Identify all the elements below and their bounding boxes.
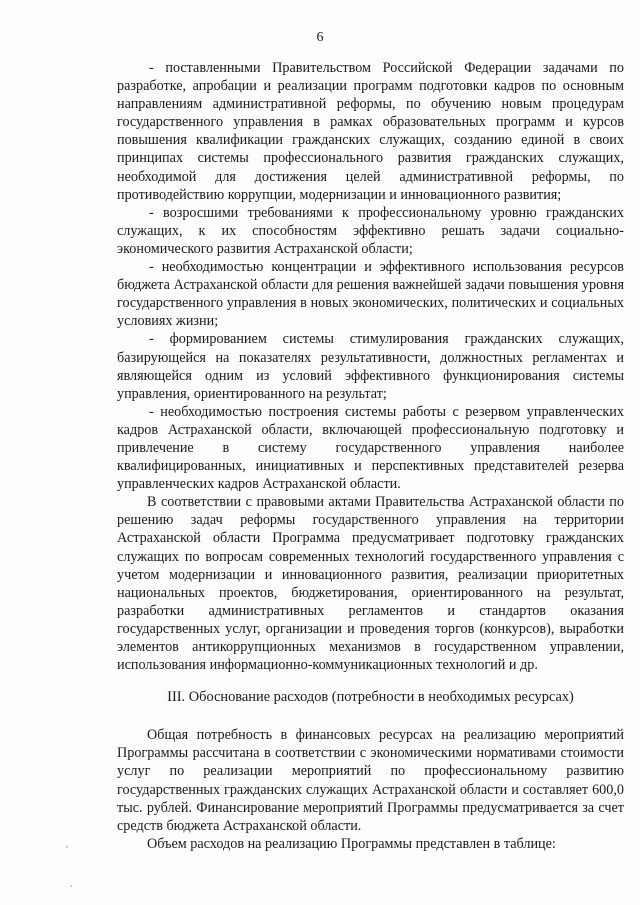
- paragraph-requirements: - возросшими требованиями к профессиональному уровню гражданских служащих, к их способностям эффективно решать задачи социально-экономического развития Астраханской области;: [117, 204, 624, 257]
- section-heading: III. Обоснование расходов (потребности в необходимых ресурсах): [167, 689, 574, 706]
- page-number: 6: [316, 30, 324, 45]
- paragraph-table-intro: Объем расходов на реализацию Программы представлен в таблице:: [147, 835, 556, 852]
- paragraph-reserve: - необходимостью построения системы работы с резервом управленческих кадров Астраханской области, включающей профессиональную подготовку и привлечение в систему государственного управления наиболее квалифицированных, инициативных и перспективных представителей резерва управленческих кадров Астраханской области.: [117, 403, 624, 493]
- document-body: [117, 59, 624, 853]
- scan-speck: [66, 846, 68, 848]
- paragraph-resources: - необходимостью концентрации и эффективного использования ресурсов бюджета Астраханской области для решения важнейшей задачи повышения уровня государственного управления в новых экономических, политических и социальных условиях жизни;: [117, 259, 624, 330]
- paragraph-funding: Общая потребность в финансовых ресурсах на реализацию мероприятий Программы рассчитана в соответствии с экономическими нормативами стоимости услуг по реализации мероприятий по профессиональному развитию государственных гражданских служащих Астраханской области и составляет 600,0 тыс. рублей. Финансирование мероприятий Программы предусматривается за счет средств бюджета Астраханской области.: [117, 727, 624, 834]
- paragraph-tasks: - поставленными Правительством Российской Федерации задачами по разработке, апробации и реализации программ подготовки кадров по основным направлениям административной реформы, по обучению новым процедурам государственного управления в рамках образовательных программ и курсов повышения квалификации гражданских служащих, созданию единой в своих принципах системы профессионального развития гражданских служащих, необходимой для достижения целей административной реформы, по противодействию коррупции, модернизации и инновационного развития;: [117, 60, 624, 203]
- paragraph-incentives: - формированием системы стимулирования гражданских служащих, базирующейся на показателях результативности, должностных регламентах и являющейся одним из условий эффективного функционирования системы управления, ориентированного на результат;: [117, 331, 624, 402]
- scan-speck: [70, 885, 72, 887]
- paragraph-program-scope: В соответствии с правовыми актами Правительства Астраханской области по решению задач реформы государственного управления на территории Астраханской области Программа предусматривает подготовку гражданских служащих по вопросам современных технологий государственного управления с учетом модернизации и инновационного развития, реализации приоритетных национальных проектов, бюджетирования, ориентированного на результат, разработки административных регламентов и стандартов оказания государственных услуг, организации и проведения торгов (конкурсов), выработки элементов антикоррупционных механизмов в государственном управлении, использования информационно-коммуникационных технологий и др.: [117, 494, 624, 674]
